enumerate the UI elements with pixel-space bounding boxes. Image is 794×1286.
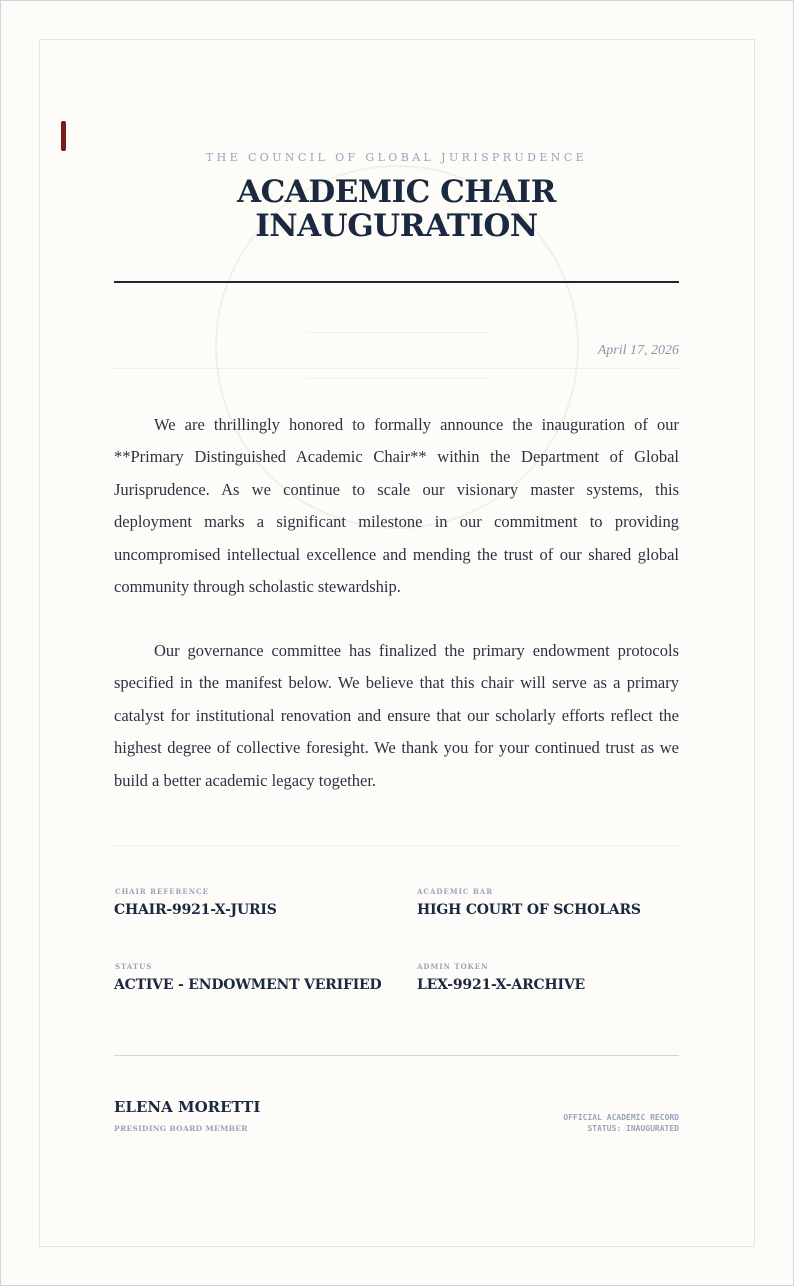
detail-value-status: ACTIVE - ENDOWMENT VERIFIED xyxy=(114,977,382,993)
signer-role: PRESIDING BOARD MEMBER xyxy=(114,1124,248,1133)
header-divider xyxy=(114,281,679,283)
signer-name: ELENA MORETTI xyxy=(114,1098,261,1116)
detail-label-admin-token: ADMIN TOKEN xyxy=(417,962,489,971)
details-divider xyxy=(114,845,679,846)
record-line-1: OFFICIAL ACADEMIC RECORD xyxy=(563,1113,679,1122)
record-stamp xyxy=(563,1112,679,1134)
footer-divider xyxy=(114,1055,679,1056)
watermark-line xyxy=(306,332,488,333)
body-paragraph: Our governance committee has finalized the primary endowment protocols specified in the manifest below. We believe that this chair will serve as a primary catalyst for institutional renovation and ensure that our scholarly efforts reflect the highest degree of collective foresight. We thank you for your continued trust as we build a better academic legacy together. xyxy=(114,641,679,790)
record-line-2: STATUS: INAUGURATED xyxy=(587,1124,679,1133)
document-date: April 17, 2026 xyxy=(597,343,679,358)
body-paragraph: We are thrillingly honored to formally announce the inauguration of our **Primary Distinguished Academic Chair** within the Department of Global Jurisprudence. As we continue to scale our visionary master systems, this deployment marks a significant milestone in our commitment to providing uncompromised intellectual excellence and mending the trust of our shared global community through scholastic stewardship. xyxy=(114,415,679,597)
detail-value-chair-reference: CHAIR-9921-X-JURIS xyxy=(114,902,277,918)
letter-body xyxy=(114,409,679,603)
organization-name: THE COUNCIL OF GLOBAL JURISPRUDENCE xyxy=(205,151,588,164)
detail-label-chair-reference: CHAIR REFERENCE xyxy=(115,887,210,896)
watermark-line xyxy=(306,378,488,379)
accent-bar xyxy=(61,121,66,151)
date-divider xyxy=(114,368,679,369)
detail-value-academic-bar: HIGH COURT OF SCHOLARS xyxy=(417,902,641,918)
detail-label-status: STATUS xyxy=(115,962,153,971)
document-title: ACADEMIC CHAIR INAUGURATION xyxy=(237,174,556,244)
letter-body-2 xyxy=(114,635,679,797)
detail-label-academic-bar: ACADEMIC BAR xyxy=(417,887,494,896)
detail-value-admin-token: LEX-9921-X-ARCHIVE xyxy=(417,977,585,993)
